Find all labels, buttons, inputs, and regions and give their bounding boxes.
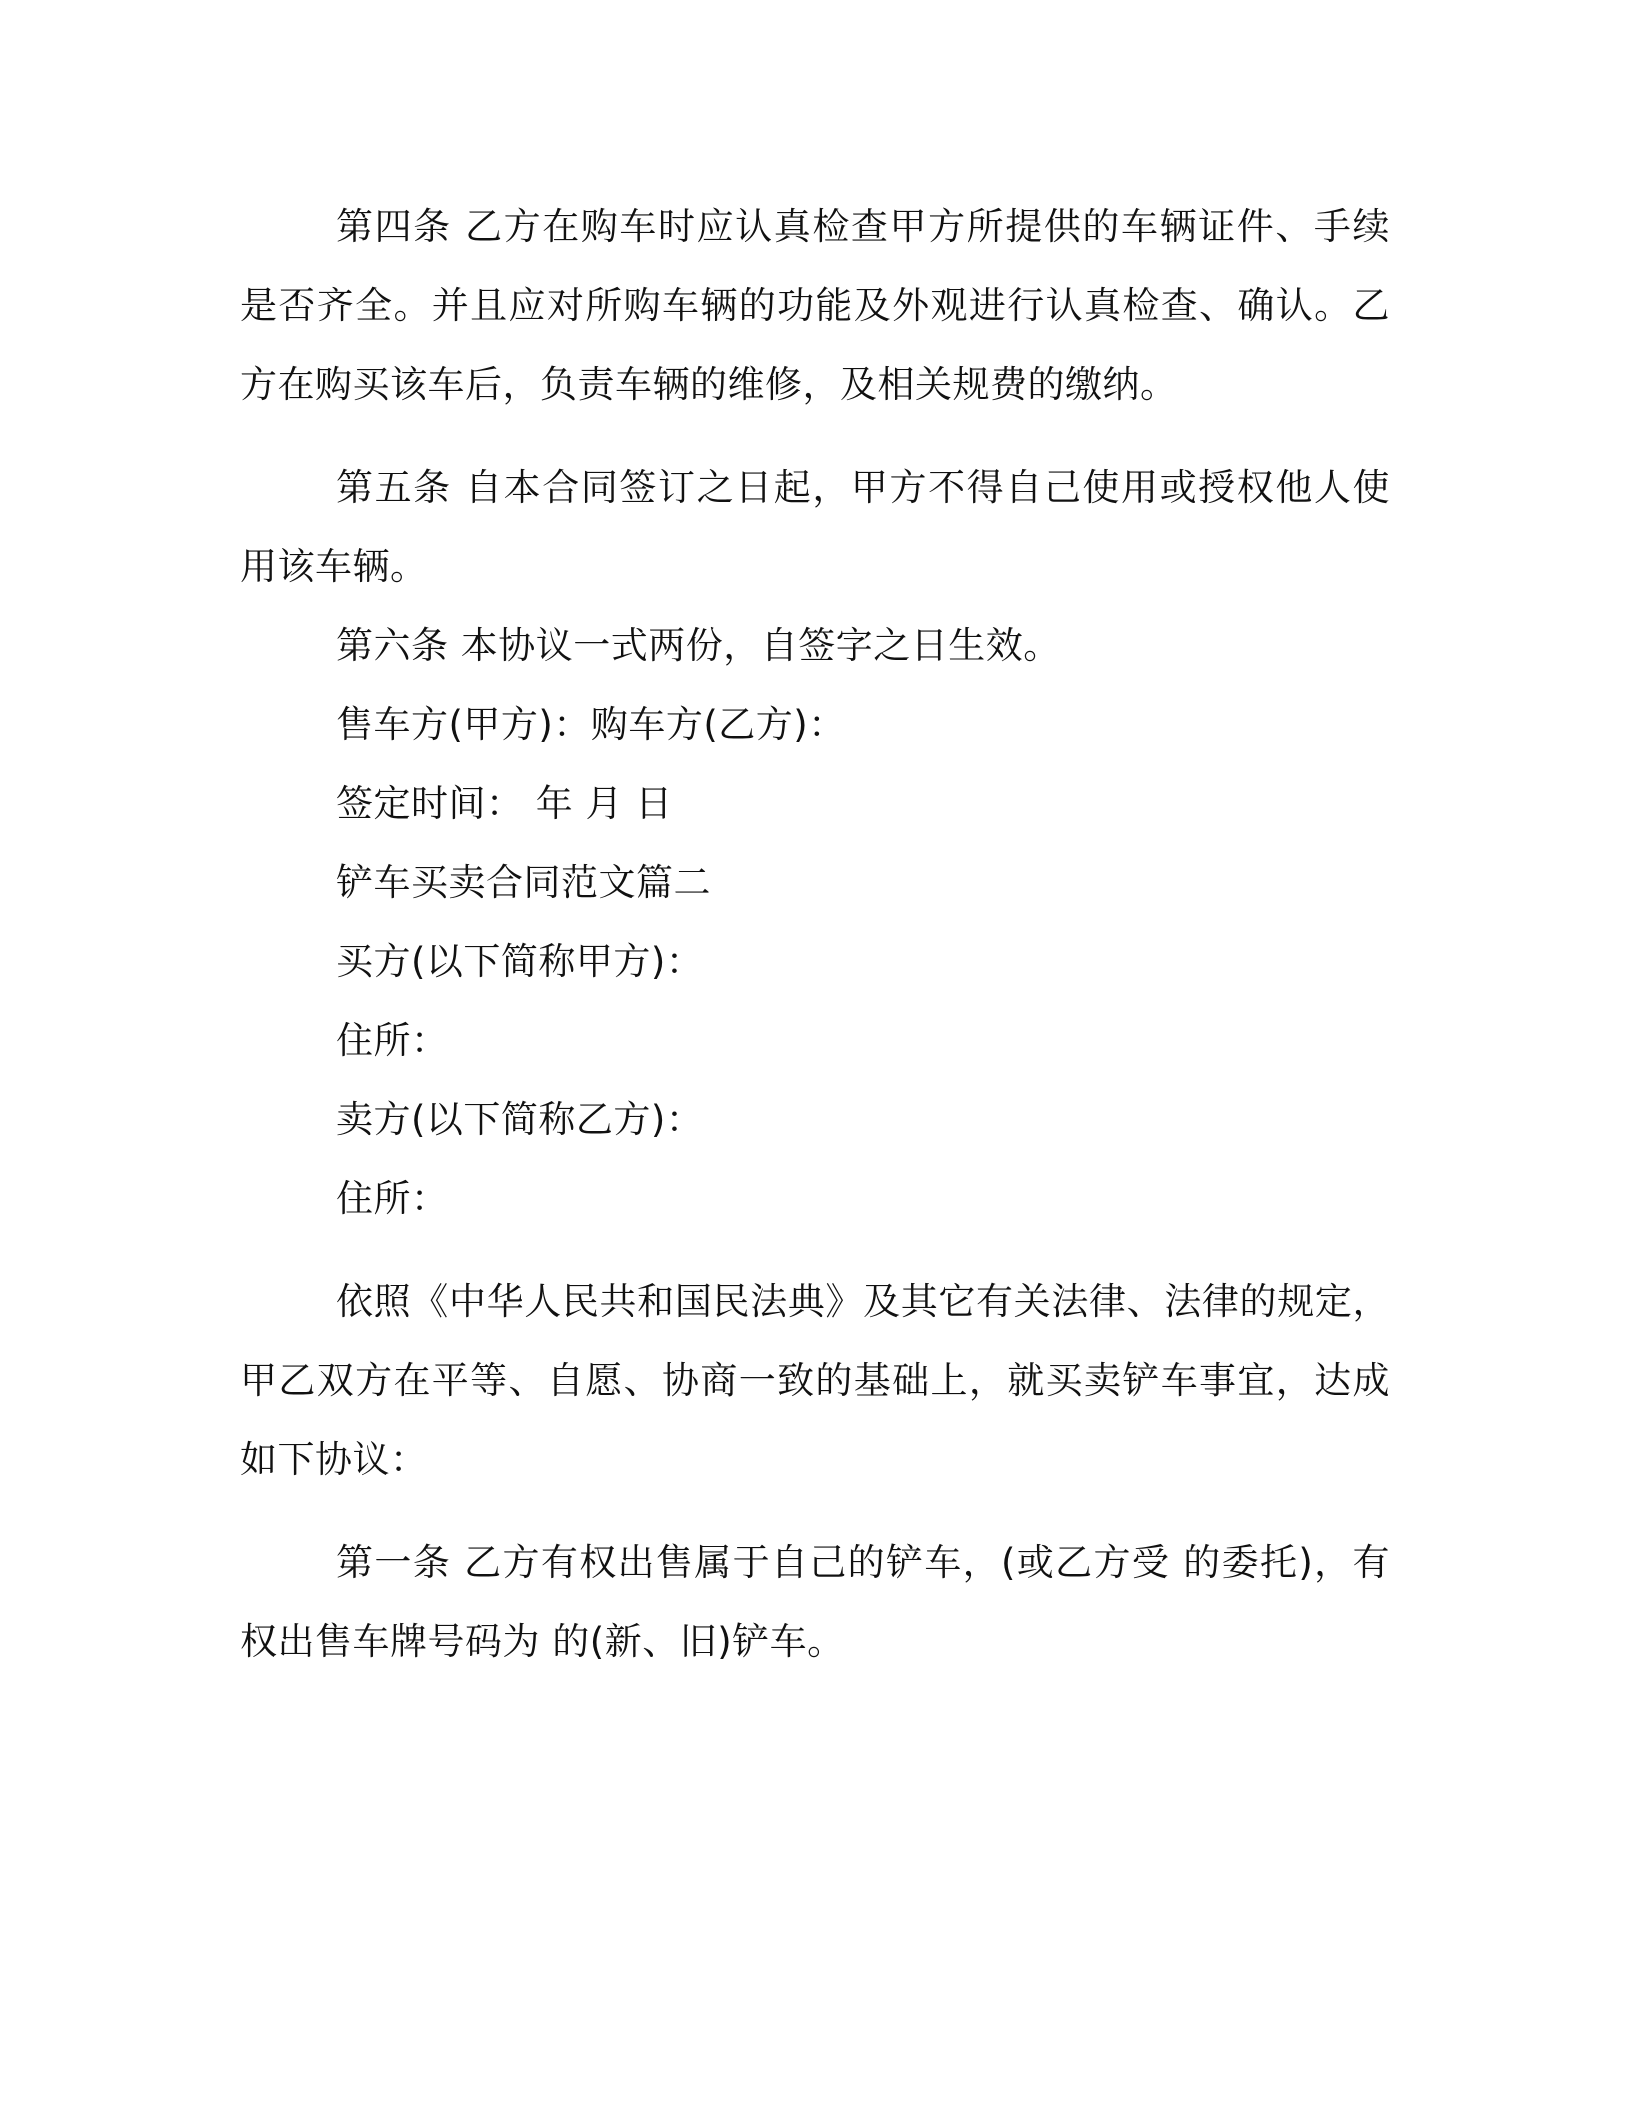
- article-1-paragraph: 第一条 乙方有权出售属于自己的铲车，(或乙方受 的委托)，有权出售车牌号码为 的(新、旧)铲车。: [240, 1541, 1390, 1663]
- parties-signature-line: 售车方(甲方)：购车方(乙方)：: [336, 703, 846, 746]
- article-6-paragraph: 第六条 本协议一式两份，自签字之日生效。: [336, 624, 1061, 667]
- seller-line: 卖方(以下简称乙方)：: [336, 1098, 704, 1141]
- article-5-paragraph: 第五条 自本合同签订之日起，甲方不得自己使用或授权他人使用该车辆。: [240, 466, 1390, 588]
- signing-date-line: 签定时间： 年 月 日: [336, 782, 673, 825]
- buyer-line: 买方(以下简称甲方)：: [336, 940, 704, 983]
- seller-address-line: 住所：: [336, 1177, 449, 1220]
- section-heading: 铲车买卖合同范文篇二: [336, 861, 711, 904]
- preamble-paragraph: 依照《中华人民共和国民法典》及其它有关法律、法律的规定，甲乙双方在平等、自愿、协商一致的基础上，就买卖铲车事宜，达成如下协议：: [240, 1280, 1390, 1481]
- article-4-paragraph: 第四条 乙方在购车时应认真检查甲方所提供的车辆证件、手续是否齐全。并且应对所购车辆的功能及外观进行认真检查、确认。乙方在购买该车后，负责车辆的维修，及相关规费的缴纳。: [240, 205, 1390, 406]
- document-body: [240, 187, 1390, 1681]
- buyer-address-line: 住所：: [336, 1019, 449, 1062]
